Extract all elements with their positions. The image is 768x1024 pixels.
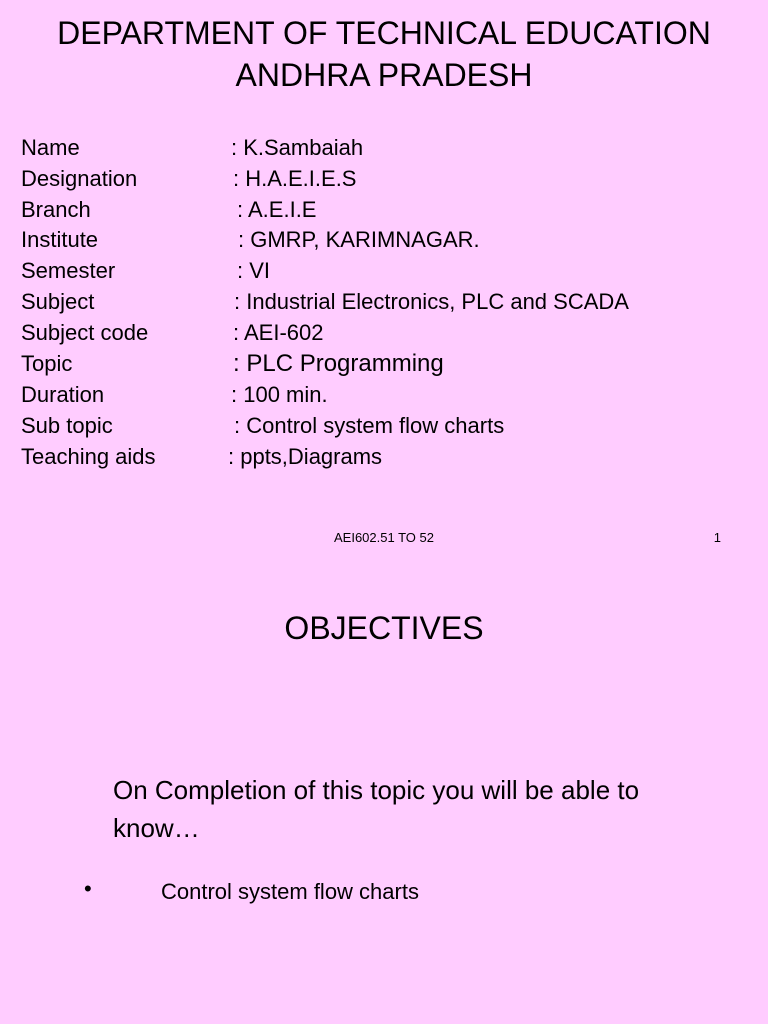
info-value: : VI xyxy=(237,258,271,283)
info-value: : K.Sambaiah xyxy=(231,135,364,160)
info-value: : Control system flow charts xyxy=(234,413,505,438)
info-label: Designation xyxy=(21,166,138,191)
info-value: : A.E.I.E xyxy=(237,197,317,222)
objective-text: Control system flow charts xyxy=(161,879,419,904)
info-label: Topic xyxy=(21,351,73,376)
slide-footer-code: AEI602.51 TO 52 xyxy=(334,530,434,545)
info-value: : AEI-602 xyxy=(233,320,324,345)
info-label: Institute xyxy=(21,227,99,252)
info-value: : PLC Programming xyxy=(233,350,444,377)
info-value: : Industrial Electronics, PLC and SCADA xyxy=(234,289,629,314)
info-label: Duration xyxy=(21,382,105,407)
title-line-2: ANDHRA PRADESH xyxy=(235,57,533,93)
info-label: Subject xyxy=(21,289,95,314)
info-label: Branch xyxy=(21,197,91,222)
info-value: : GMRP, KARIMNAGAR. xyxy=(238,227,480,252)
title-line-1: DEPARTMENT OF TECHNICAL EDUCATION xyxy=(57,15,711,51)
info-value: : ppts,Diagrams xyxy=(228,444,383,469)
slide-2 xyxy=(0,512,768,1024)
info-label: Teaching aids xyxy=(21,444,156,469)
info-label: Subject code xyxy=(21,320,149,345)
slide-1-title xyxy=(0,12,768,96)
bullet-icon: • xyxy=(84,876,92,901)
objectives-intro: On Completion of this topic you will be able to know… xyxy=(113,775,640,843)
slide-page-number: 1 xyxy=(713,530,721,545)
info-value: : H.A.E.I.E.S xyxy=(233,166,357,191)
info-value: : 100 min. xyxy=(231,382,328,407)
objectives-title: OBJECTIVES xyxy=(284,610,484,646)
info-label: Semester xyxy=(21,258,116,283)
info-label: Sub topic xyxy=(21,413,113,438)
info-label: Name xyxy=(21,135,80,160)
